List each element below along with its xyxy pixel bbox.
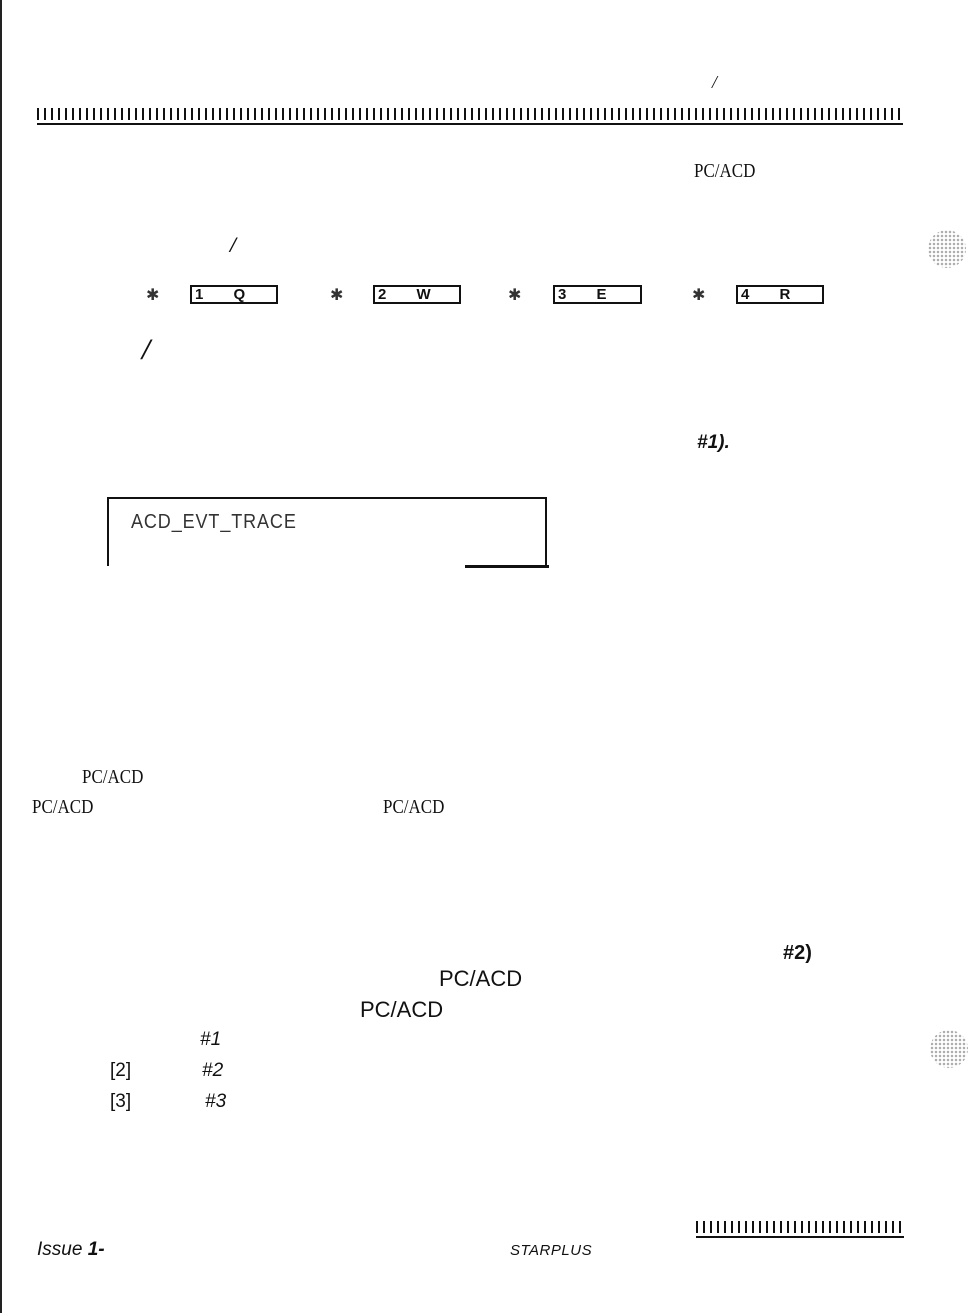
header-slash: / xyxy=(712,72,718,92)
key-number: 4 xyxy=(741,286,750,303)
setup-slash-a: / xyxy=(230,232,237,257)
page-left-edge-rule xyxy=(0,0,2,1313)
list-ref-2: #2 xyxy=(202,1060,224,1081)
key-letter: R xyxy=(779,286,791,303)
star-icon: ✱ xyxy=(508,287,522,304)
star-icon: ✱ xyxy=(330,287,344,304)
reference-1: #1). xyxy=(697,432,730,453)
star-icon: ✱ xyxy=(146,287,160,304)
key-letter: Q xyxy=(233,286,246,303)
footer-dash: - xyxy=(98,1239,105,1260)
reference-2: #2) xyxy=(783,942,812,964)
key-letter: W xyxy=(416,286,431,303)
pcacd-label-4: PC/ACD xyxy=(439,966,523,991)
pcacd-label-2: PC/ACD xyxy=(32,796,94,818)
key-number: 3 xyxy=(558,286,567,303)
list-bracket-2: [2] xyxy=(110,1060,132,1081)
key-4-r[interactable] xyxy=(736,285,824,304)
pcacd-label-3: PC/ACD xyxy=(383,796,445,818)
greek-key-border-top xyxy=(37,103,903,125)
footer-issue-number: 1 xyxy=(87,1239,99,1260)
pcacd-label-5: PC/ACD xyxy=(360,997,444,1022)
key-1-q[interactable] xyxy=(190,285,278,304)
trace-command-text: ACD_EVT_TRACE xyxy=(131,511,297,533)
scan-speck-top xyxy=(928,230,966,268)
footer-brand: STARPLUS xyxy=(510,1242,593,1259)
trace-box-underline xyxy=(465,565,549,568)
key-letter: E xyxy=(596,286,607,303)
greek-key-border-bottom xyxy=(696,1216,904,1238)
key-number: 1 xyxy=(195,286,204,303)
star-icon: ✱ xyxy=(692,287,706,304)
list-bracket-3: [3] xyxy=(110,1091,132,1112)
key-2-w[interactable] xyxy=(373,285,461,304)
header-pcacd-label: PC/ACD xyxy=(694,160,756,182)
list-ref-3: #3 xyxy=(205,1091,227,1112)
pcacd-label-1: PC/ACD xyxy=(82,766,144,788)
key-3-e[interactable] xyxy=(553,285,642,304)
trace-display-box xyxy=(107,497,547,566)
scan-speck-bottom xyxy=(930,1030,968,1068)
setup-slash-b: / xyxy=(142,333,151,366)
list-ref-1: #1 xyxy=(200,1029,222,1050)
footer-issue xyxy=(37,1239,105,1261)
key-number: 2 xyxy=(378,286,387,303)
footer-issue-label: Issue xyxy=(37,1239,83,1260)
